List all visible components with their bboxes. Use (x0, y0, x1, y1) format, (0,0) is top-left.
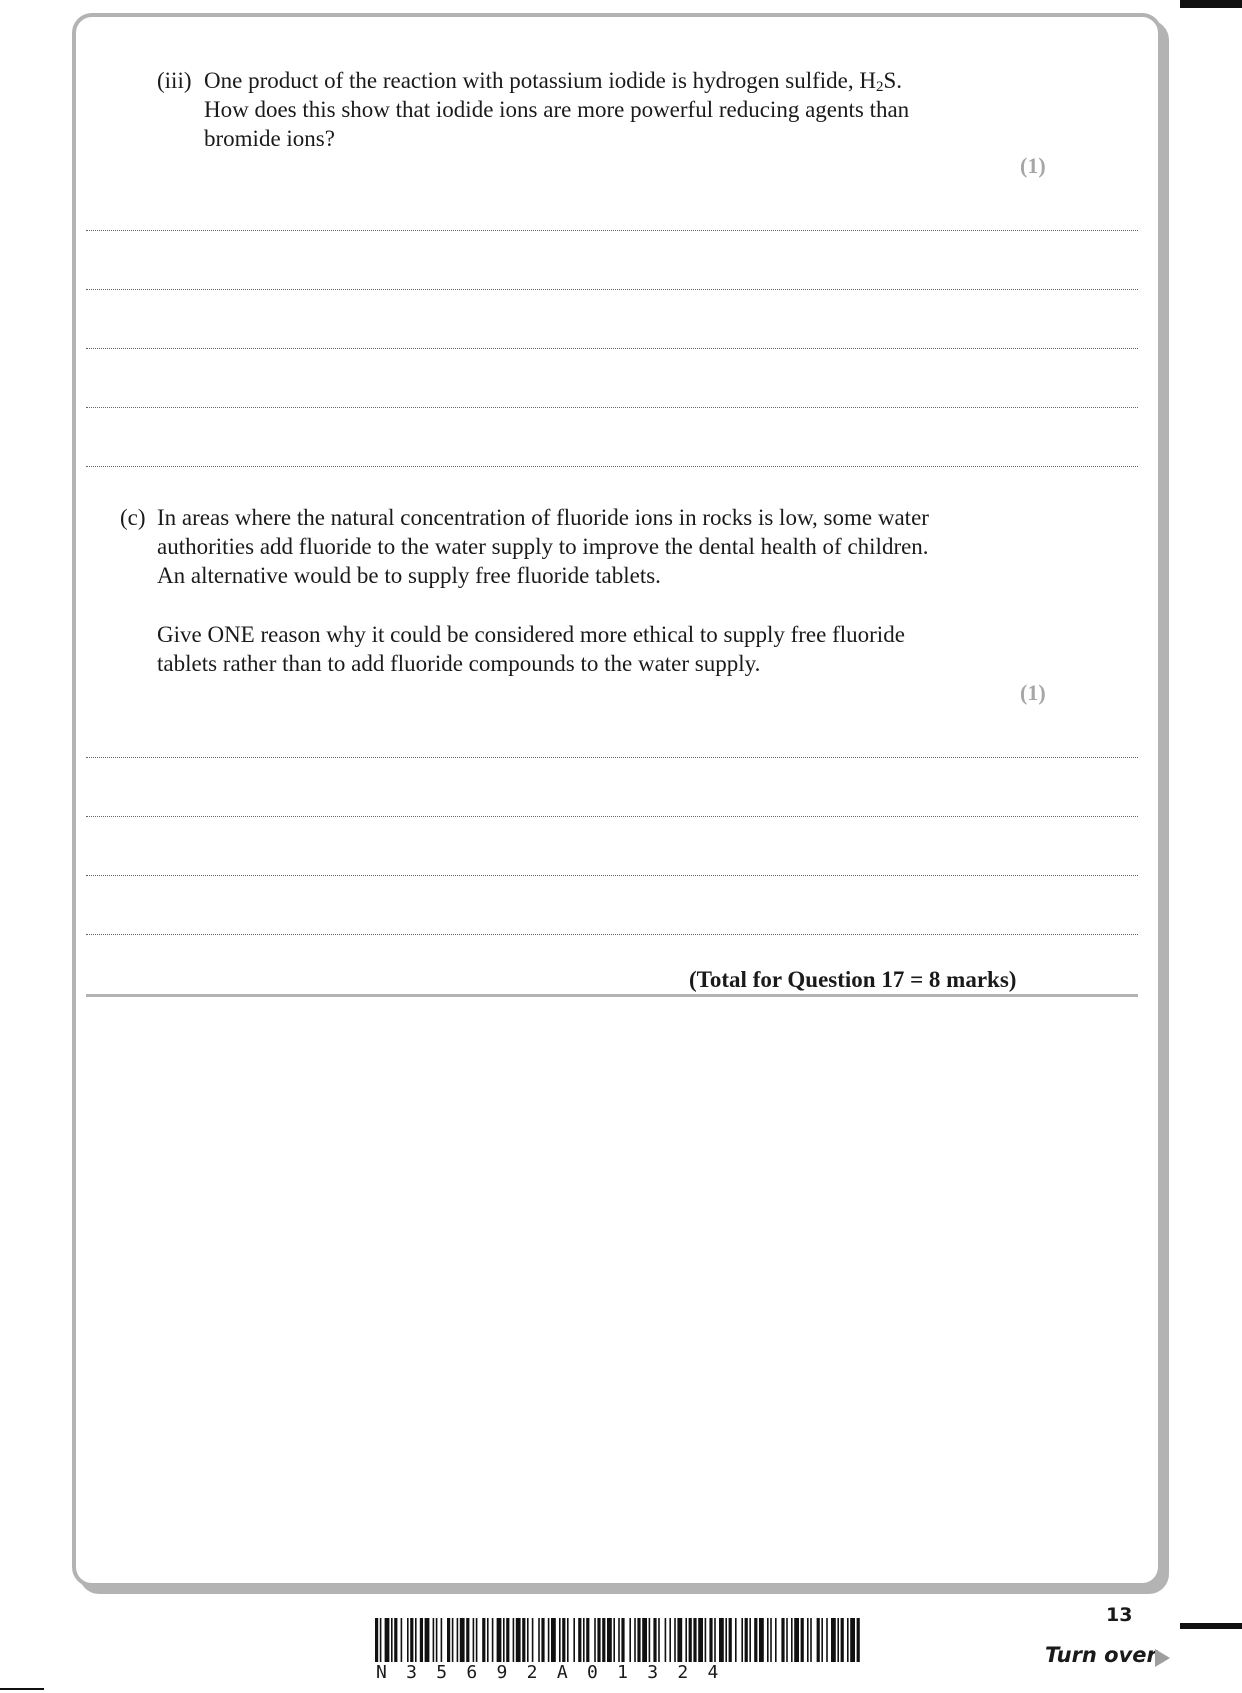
answer-line[interactable] (86, 934, 1138, 935)
barcode-bar (689, 1618, 692, 1662)
barcode-bar (613, 1618, 615, 1662)
barcode-bar (538, 1618, 540, 1662)
barcode-bar (473, 1618, 475, 1662)
barcode-bar (775, 1618, 777, 1662)
barcode-bar (497, 1618, 502, 1662)
barcode-bar (658, 1618, 660, 1662)
barcode-bar (841, 1618, 844, 1662)
barcode-bar (781, 1618, 784, 1662)
barcode-bar (476, 1618, 478, 1662)
question-text-line: How does this show that iodide ions are more powerful reducing agents than (204, 97, 910, 122)
barcode-bar (794, 1618, 799, 1662)
barcode-bar (583, 1618, 585, 1662)
barcode-bar (513, 1618, 515, 1662)
answer-line[interactable] (86, 407, 1138, 408)
barcode-bar (415, 1618, 417, 1662)
barcode-bar (831, 1618, 836, 1662)
barcode-bar (522, 1618, 525, 1662)
barcode-bar (487, 1618, 489, 1662)
barcode-bar (433, 1618, 435, 1662)
question-text-line: An alternative would be to supply free fluoride tablets. (157, 563, 661, 588)
answer-line[interactable] (86, 757, 1138, 758)
barcode-bar (391, 1618, 393, 1662)
barcode-bar (807, 1618, 809, 1662)
barcode-bar (749, 1618, 751, 1662)
barcode-bar (634, 1618, 636, 1662)
barcode-bar (436, 1618, 438, 1662)
barcode-bar (826, 1618, 828, 1662)
barcode-bar (735, 1618, 737, 1662)
barcode-bar (401, 1618, 403, 1662)
barcode-bar (597, 1618, 600, 1662)
answer-line[interactable] (86, 230, 1138, 231)
question-text-line: authorities add fluoride to the water supply to improve the dental health of children. (157, 534, 929, 559)
barcode-bar (857, 1618, 860, 1662)
barcode-bar (503, 1618, 505, 1662)
margin-tick (1180, 0, 1242, 8)
answer-line[interactable] (86, 348, 1138, 349)
barcode-bar (573, 1618, 575, 1662)
barcode-bar (410, 1618, 413, 1662)
barcode-bar (850, 1618, 855, 1662)
barcode-bar (607, 1618, 612, 1662)
barcode-bar (837, 1618, 839, 1662)
barcode-bar (425, 1618, 430, 1662)
barcode-bar (709, 1618, 712, 1662)
question-end-rule (86, 994, 1138, 997)
barcode-bar (618, 1618, 620, 1662)
page-frame (72, 13, 1162, 1587)
barcode-bar (541, 1618, 544, 1662)
barcode-bar (407, 1618, 409, 1662)
barcode-bar (562, 1618, 565, 1662)
barcode-bar (548, 1618, 550, 1662)
barcode-bar (385, 1618, 390, 1662)
answer-line[interactable] (86, 289, 1138, 290)
barcode-bar (719, 1618, 724, 1662)
barcode-bar (482, 1618, 485, 1662)
barcode-bar (551, 1618, 556, 1662)
barcode-bar (817, 1618, 820, 1662)
barcode-bar (685, 1618, 687, 1662)
barcode-bar (621, 1618, 624, 1662)
barcode-bar (559, 1618, 561, 1662)
barcode-bar (602, 1618, 605, 1662)
turn-over-label: Turn over (1045, 1643, 1157, 1667)
barcode-bar (821, 1618, 823, 1662)
barcode-bar (677, 1618, 682, 1662)
barcode-bar (810, 1618, 812, 1662)
barcode-bar (447, 1618, 450, 1662)
barcode-bar (674, 1618, 676, 1662)
barcode-bar (460, 1618, 465, 1662)
barcode-bar (725, 1618, 727, 1662)
margin-tick (1180, 1623, 1242, 1629)
barcode-bar (741, 1618, 743, 1662)
barcode-bar (653, 1618, 656, 1662)
barcode-bar (516, 1618, 521, 1662)
marks-label: (1) (1020, 153, 1046, 178)
answer-line[interactable] (86, 875, 1138, 876)
barcode-bar (394, 1618, 397, 1662)
barcode-bar (745, 1618, 748, 1662)
barcode-bar (452, 1618, 454, 1662)
barcode-bar (578, 1618, 581, 1662)
barcode-bar (791, 1618, 793, 1662)
barcode-bar (375, 1618, 378, 1662)
barcode-bar (693, 1618, 696, 1662)
barcode-bar (754, 1618, 757, 1662)
question-text-line: Give ONE reason why it could be considered more ethical to supply free fluoride (157, 622, 905, 647)
barcode-bar (457, 1618, 459, 1662)
page-number: 13 (1106, 1604, 1133, 1626)
answer-line[interactable] (86, 466, 1138, 467)
question-total: (Total for Question 17 = 8 marks) (689, 967, 1017, 992)
barcode-bar (527, 1618, 529, 1662)
barcode-bar (586, 1618, 589, 1662)
barcode-bar (767, 1618, 769, 1662)
barcode-bar (786, 1618, 788, 1662)
barcode-bar (759, 1618, 764, 1662)
barcode-bar (567, 1618, 569, 1662)
barcode (375, 1618, 860, 1662)
barcode-bar (669, 1618, 671, 1662)
barcode-bar (714, 1618, 716, 1662)
answer-line[interactable] (86, 816, 1138, 817)
question-text-line: One product of the reaction with potassium iodide is hydrogen sulfide, $H_2S$. (204, 68, 903, 95)
margin-tick (0, 1688, 44, 1690)
marks-label: (1) (1020, 680, 1046, 705)
barcode-bar (466, 1618, 469, 1662)
barcode-bar (629, 1618, 631, 1662)
barcode-bar (801, 1618, 804, 1662)
barcode-bar (637, 1618, 640, 1662)
barcode-bar (649, 1618, 651, 1662)
turn-over-arrow-icon (1155, 1649, 1170, 1667)
barcode-bar (506, 1618, 509, 1662)
question-text-line: tablets rather than to add fluoride compounds to the water supply. (157, 651, 761, 676)
barcode-bar (705, 1618, 707, 1662)
question-text-line: bromide ions? (204, 126, 335, 151)
barcode-bar (532, 1618, 534, 1662)
barcode-bar (420, 1618, 423, 1662)
barcode-bar (729, 1618, 732, 1662)
barcode-bar (665, 1618, 667, 1662)
barcode-bar (642, 1618, 647, 1662)
barcode-bar (770, 1618, 772, 1662)
question-label-iii: (iii) (157, 68, 192, 93)
question-label-c: (c) (120, 505, 146, 530)
barcode-bar (594, 1618, 596, 1662)
barcode-bar (698, 1618, 703, 1662)
barcode-bar (492, 1618, 494, 1662)
question-text-line: In areas where the natural concentration of fluoride ions in rocks is low, some water (157, 505, 929, 530)
barcode-number: N35692A01324 (376, 1662, 738, 1683)
barcode-bar (847, 1618, 849, 1662)
barcode-bar (380, 1618, 382, 1662)
barcode-bar (441, 1618, 443, 1662)
